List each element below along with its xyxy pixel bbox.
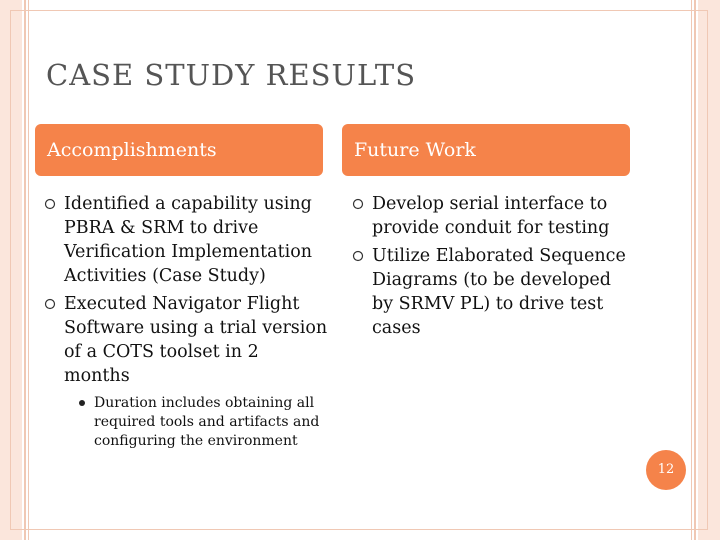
circle-bullet-icon xyxy=(352,198,364,210)
circle-bullet-icon xyxy=(44,298,56,310)
circle-bullet-icon xyxy=(44,198,56,210)
dot-bullet-icon xyxy=(79,400,85,406)
future-work-list xyxy=(352,192,632,344)
sub-bullet-text: Duration includes obtaining all required tools and artifacts and configuring the environment xyxy=(94,395,320,449)
bullet-text: Executed Navigator Flight Software using a trial version of a COTS toolset in 2 months xyxy=(64,294,328,386)
bullet-text: Identified a capability using PBRA & SRM to drive Verification Implementation Activities (Case Study) xyxy=(64,194,313,286)
future-work-header: Future Work xyxy=(342,124,630,176)
list-item xyxy=(44,192,329,288)
bullet-text: Develop serial interface to provide conduit for testing xyxy=(372,194,610,238)
list-item xyxy=(44,292,329,451)
sub-list-item xyxy=(64,394,329,451)
list-item xyxy=(352,192,632,240)
bullet-text: Utilize Elaborated Sequence Diagrams (to be developed by SRMV PL) to drive test cases xyxy=(372,246,626,338)
accomplishments-list xyxy=(44,192,329,455)
circle-bullet-icon xyxy=(352,250,364,262)
list-item xyxy=(352,244,632,340)
page-number-badge: 12 xyxy=(646,450,686,490)
slide-title: CASE STUDY RESULTS xyxy=(46,58,417,92)
accomplishments-header: Accomplishments xyxy=(35,124,323,176)
